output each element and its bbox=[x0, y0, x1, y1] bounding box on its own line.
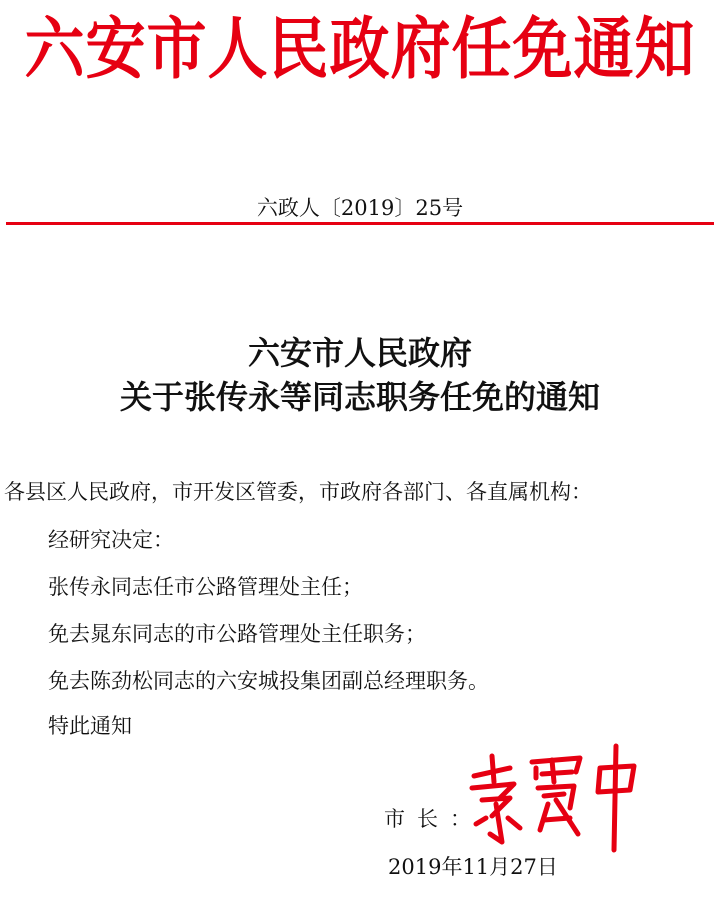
document-number: 六政人〔2019〕25号 bbox=[256, 196, 464, 220]
body-paragraph: 特此通知 bbox=[48, 714, 132, 738]
body-paragraph: 张传永同志任市公路管理处主任； bbox=[48, 575, 363, 599]
handwritten-signature bbox=[452, 738, 652, 858]
issue-date: 2019年11月27日 bbox=[388, 855, 558, 879]
salutation: 各县区人民政府，市开发区管委，市政府各部门、各直属机构： bbox=[4, 480, 592, 504]
document-title-line-1: 六安市人民政府 bbox=[247, 334, 472, 372]
document-title-line-2: 关于张传永等同志职务任免的通知 bbox=[119, 378, 600, 416]
document-header: 六安市人民政府任免通知 bbox=[24, 10, 696, 89]
body-paragraph: 经研究决定： bbox=[48, 528, 174, 552]
signer-label: 市长： bbox=[384, 807, 483, 831]
body-paragraph: 免去陈劲松同志的六安城投集团副总经理职务。 bbox=[48, 669, 489, 693]
red-divider bbox=[6, 222, 714, 225]
body-paragraph: 免去晁东同志的市公路管理处主任职务； bbox=[48, 622, 426, 646]
